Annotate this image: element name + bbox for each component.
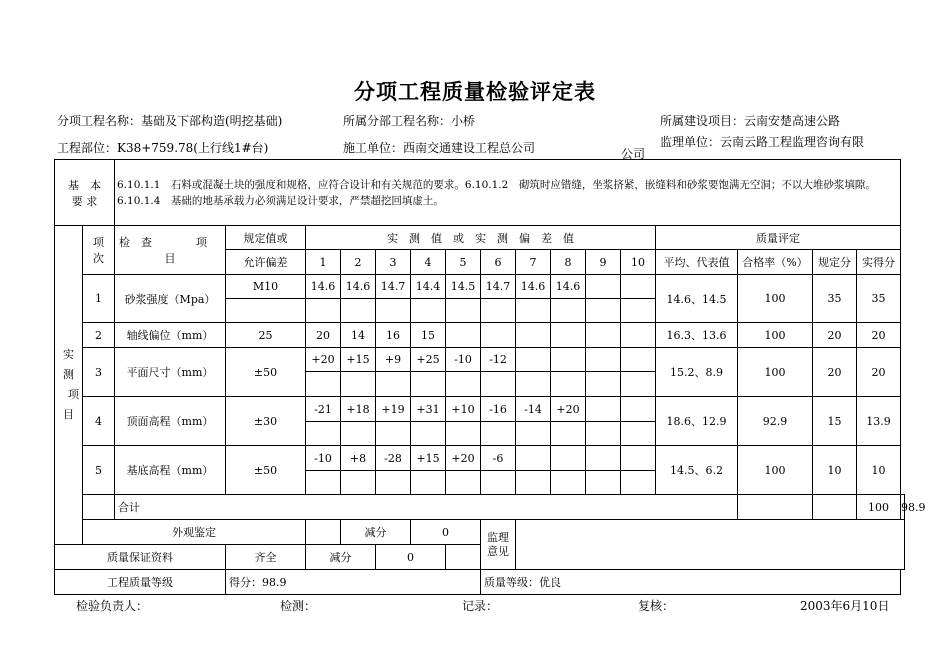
footer-inspector: 检验负责人： [76,599,149,613]
docs-status: 齐全 [226,545,306,570]
total-actual: 98.9 [901,495,905,520]
total-row [55,495,905,520]
footer-check: 检测： [280,599,317,613]
page-title: 分项工程质量检验评定表 [354,79,596,104]
table-row: 2 轴线偏位（mm） 25 20 14 16 15 16.3、13.6 100 20 20 [55,323,905,348]
appearance-label: 外观鉴定 [83,520,306,545]
table-row: 1 砂浆强度（Mpa） M10 14.6 14.6 14.7 14.4 14.5 14.7 14.6 14.6 14.6、14.5 100 35 35 [55,275,905,299]
inspection-table [54,159,926,595]
grade-row [55,570,905,595]
footer-date: 2003年6月10日 [800,599,890,613]
pass-rate-header: 合格率（%） [738,250,813,275]
appearance-row: 外观鉴定 减分 0 监理 意见 [55,520,905,545]
spec-header-a: 规定值或 [226,226,306,250]
col-3: 3 [376,250,411,275]
division-name: 所属分部工程名称：小桥 [343,114,476,128]
docs-label: 质量保证资料 [55,545,226,570]
col-9: 9 [586,250,621,275]
grade-label: 工程质量等级 [55,570,226,595]
work-location: 工程部位：K38+759.78(上行线1#台) [57,141,269,155]
table-row: 5 基底高程（mm） ±50 -10 +8 -28 +15 +20 -6 14.5、6.2 100 10 10 [55,446,905,471]
col-4: 4 [411,250,446,275]
spec-header-b: 允许偏差 [226,250,306,275]
seq-header: 项次 [83,226,115,275]
table-row: 3 平面尺寸（mm） ±50 +20 +15 +9 +25 -10 -12 15.2、8.9 100 20 20 [55,348,905,372]
project-name: 所属建设项目：云南安楚高速公路 [660,114,841,128]
total-label: 合计 [115,495,738,520]
col-7: 7 [516,250,551,275]
col-2: 2 [341,250,376,275]
total-score: 100 [857,495,901,520]
docs-row: 质量保证资料 齐全 减分 0 [55,545,905,570]
section-label: 实 测 项 目 [55,226,83,545]
requirements-label: 基 本 要 求 [55,160,115,226]
measured-header: 实 测 值 或 实 测 偏 差 值 [306,226,656,250]
col-5: 5 [446,250,481,275]
contractor: 施工单位：西南交通建设工程总公司 [343,141,536,155]
supervisor: 监理单位：云南云路工程监理咨询有限 [660,135,865,149]
score-header: 规定分 [813,250,857,275]
grade-level: 质量等级：优良 [481,570,901,595]
company-suffix: 公司 [621,147,646,161]
table-row: 4 顶面高程（mm） ±30 -21 +18 +19 +31 +10 -16 -14 +20 18.6、12.9 92.9 15 13.9 [55,397,905,422]
requirements-text: 6.10.1.1 石料或混凝土块的强度和规格，应符合设计和有关规范的要求。6.10.1.2 砌筑时应错缝，坐浆挤紧，嵌缝料和砂浆要饱满无空洞；不以大堆砂浆填隙。6.10.1.4 基础的地基承载力必须满足设计要求，严禁超挖回填虚土。 [115,160,901,226]
footer-review: 复核： [638,599,675,613]
quality-header: 质量评定 [656,226,901,250]
actual-header: 实得分 [857,250,901,275]
grade-score: 得分：98.9 [226,570,481,595]
col-10: 10 [621,250,656,275]
col-8: 8 [551,250,586,275]
col-6: 6 [481,250,516,275]
avg-header: 平均、代表值 [656,250,738,275]
supervision-label: 监理 意见 [481,520,516,570]
check-item-header: 检 查 项 目 [115,226,226,275]
col-1: 1 [306,250,341,275]
footer-record: 记录： [462,599,499,613]
item-name: 分项工程名称：基础及下部构造(明挖基础) [57,114,283,128]
